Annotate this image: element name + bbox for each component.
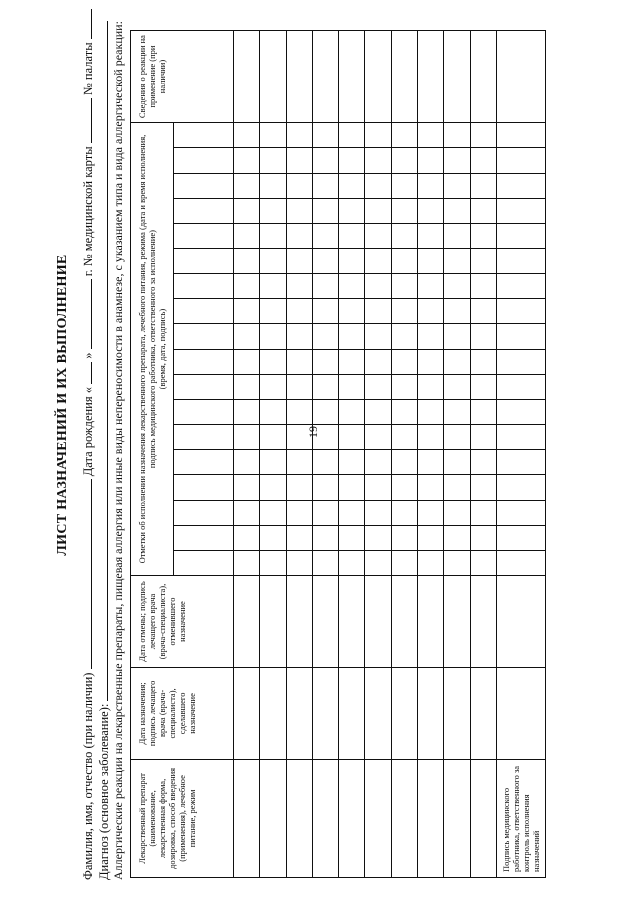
table-cell[interactable] (391, 475, 417, 500)
table-cell[interactable] (444, 198, 470, 223)
table-cell[interactable] (365, 576, 391, 668)
table-cell[interactable] (470, 274, 496, 299)
table-cell[interactable] (444, 525, 470, 550)
table-cell[interactable] (444, 123, 470, 148)
table-cell[interactable] (260, 425, 286, 450)
table-cell[interactable] (470, 249, 496, 274)
table-cell[interactable] (339, 324, 365, 349)
table-cell[interactable] (365, 500, 391, 525)
table-cell[interactable] (444, 349, 470, 374)
table-cell[interactable] (339, 576, 365, 668)
table-cell[interactable] (339, 475, 365, 500)
table-cell[interactable] (260, 223, 286, 248)
table-cell[interactable] (391, 399, 417, 424)
table-cell[interactable] (234, 324, 260, 349)
table-cell[interactable] (286, 324, 312, 349)
table-cell[interactable] (391, 148, 417, 173)
table-cell[interactable] (260, 399, 286, 424)
signature-cell[interactable] (497, 349, 546, 374)
table-cell[interactable] (418, 550, 444, 575)
table-cell[interactable] (286, 299, 312, 324)
table-cell[interactable] (312, 148, 338, 173)
name-field[interactable] (80, 479, 92, 669)
table-cell[interactable] (312, 249, 338, 274)
table-cell[interactable] (391, 525, 417, 550)
patient-info-line (80, 20, 96, 880)
signature-cell[interactable] (497, 576, 546, 668)
table-cell[interactable] (470, 525, 496, 550)
table-cell[interactable] (312, 198, 338, 223)
table-cell[interactable] (339, 450, 365, 475)
table-cell[interactable] (234, 299, 260, 324)
table-cell[interactable] (339, 425, 365, 450)
table-cell[interactable] (470, 475, 496, 500)
table-cell[interactable] (418, 31, 444, 123)
table-cell[interactable] (418, 349, 444, 374)
table-cell[interactable] (312, 274, 338, 299)
table-cell[interactable] (234, 475, 260, 500)
table-cell[interactable] (234, 399, 260, 424)
table-cell[interactable] (365, 550, 391, 575)
signature-cell[interactable] (497, 425, 546, 450)
table-cell[interactable] (339, 31, 365, 123)
table-cell[interactable] (286, 249, 312, 274)
table-cell[interactable] (286, 374, 312, 399)
table-cell[interactable] (470, 450, 496, 475)
table-cell[interactable] (339, 500, 365, 525)
table-cell[interactable] (339, 374, 365, 399)
table-cell[interactable] (260, 576, 286, 668)
table-cell[interactable] (339, 123, 365, 148)
table-cell[interactable] (444, 425, 470, 450)
table-cell[interactable] (286, 198, 312, 223)
table-cell[interactable] (339, 274, 365, 299)
birth-day-field[interactable] (80, 362, 92, 384)
table-cell[interactable] (365, 399, 391, 424)
table-cell[interactable] (365, 31, 391, 123)
control-signature-label: Подпись медицинского работника, ответственного за контроль исполнения назначений (497, 759, 546, 877)
table-cell[interactable] (391, 425, 417, 450)
table-cell[interactable] (260, 148, 286, 173)
diagnosis-field[interactable] (96, 21, 108, 701)
footer-row (497, 31, 546, 878)
table-cell[interactable] (444, 475, 470, 500)
table-cell[interactable] (312, 667, 338, 759)
table-cell[interactable] (339, 759, 365, 877)
table-cell[interactable] (444, 249, 470, 274)
table-cell[interactable] (234, 759, 260, 877)
table-cell[interactable] (418, 198, 444, 223)
table-cell[interactable] (470, 374, 496, 399)
table-cell[interactable] (286, 550, 312, 575)
table-cell[interactable] (286, 667, 312, 759)
table-cell[interactable] (286, 500, 312, 525)
table-cell[interactable] (234, 374, 260, 399)
col-marks-header: Отметки об исполнении назначения лекарственного препарата, лечебного питания, режима (дата и время исполнения, подпись медицинского работника, ответственного за исполнение) (время, дата, подпись) (131, 123, 174, 576)
table-cell[interactable] (339, 399, 365, 424)
table-row (470, 31, 496, 878)
table-cell[interactable] (260, 249, 286, 274)
birth-month-field[interactable] (80, 279, 92, 349)
table-cell[interactable] (391, 198, 417, 223)
table-cell[interactable] (470, 31, 496, 123)
table-cell[interactable] (312, 759, 338, 877)
table-cell[interactable] (418, 274, 444, 299)
table-cell[interactable] (312, 374, 338, 399)
table-cell[interactable] (234, 550, 260, 575)
table-cell[interactable] (312, 31, 338, 123)
table-cell[interactable] (286, 475, 312, 500)
table-cell[interactable] (444, 173, 470, 198)
table-cell[interactable] (470, 223, 496, 248)
ward-label: № палаты (81, 42, 95, 96)
table-cell[interactable] (418, 299, 444, 324)
birth-label: Дата рождения « (81, 387, 95, 477)
signature-cell[interactable] (497, 173, 546, 198)
table-cell[interactable] (234, 198, 260, 223)
table-cell[interactable] (418, 374, 444, 399)
table-cell[interactable] (260, 274, 286, 299)
table-cell[interactable] (312, 223, 338, 248)
table-cell[interactable] (444, 550, 470, 575)
table-cell[interactable] (365, 425, 391, 450)
table-cell[interactable] (234, 31, 260, 123)
table-cell[interactable] (365, 274, 391, 299)
signature-cell[interactable] (497, 374, 546, 399)
signature-cell[interactable] (497, 249, 546, 274)
table-cell[interactable] (339, 223, 365, 248)
table-cell[interactable] (391, 249, 417, 274)
table-body (234, 31, 546, 878)
table-cell[interactable] (365, 450, 391, 475)
table-cell[interactable] (260, 525, 286, 550)
table-cell[interactable] (418, 173, 444, 198)
table-cell[interactable] (418, 500, 444, 525)
table-cell[interactable] (470, 550, 496, 575)
table-cell[interactable] (260, 123, 286, 148)
table-cell[interactable] (418, 223, 444, 248)
signature-cell[interactable] (497, 148, 546, 173)
table-cell[interactable] (286, 425, 312, 450)
table-cell[interactable] (234, 173, 260, 198)
table-cell[interactable] (365, 198, 391, 223)
table-cell[interactable] (444, 324, 470, 349)
signature-cell[interactable] (497, 475, 546, 500)
table-cell[interactable] (391, 759, 417, 877)
table-cell[interactable] (365, 349, 391, 374)
table-cell[interactable] (365, 173, 391, 198)
birth-year-label: г. (81, 269, 95, 277)
signature-cell[interactable] (497, 450, 546, 475)
table-cell[interactable] (286, 123, 312, 148)
table-cell[interactable] (391, 667, 417, 759)
table-cell[interactable] (234, 148, 260, 173)
table-cell[interactable] (339, 198, 365, 223)
card-field[interactable] (80, 98, 92, 143)
prescriptions-table-wrap (130, 30, 546, 878)
table-cell[interactable] (418, 667, 444, 759)
table-cell[interactable] (312, 324, 338, 349)
col-drug-header: Лекарственный препарат (наименование, лекарственная форма, дозировка, способ введения (применения), лечебное питание, режим (131, 759, 234, 877)
table-cell[interactable] (444, 576, 470, 668)
page-number: 19 (306, 426, 320, 438)
table-cell[interactable] (339, 349, 365, 374)
signature-cell[interactable] (497, 525, 546, 550)
table-cell[interactable] (260, 667, 286, 759)
table-cell[interactable] (286, 274, 312, 299)
table-cell[interactable] (444, 148, 470, 173)
table-cell[interactable] (286, 31, 312, 123)
table-cell[interactable] (260, 198, 286, 223)
table-cell[interactable] (470, 576, 496, 668)
col-cancel-header: Дата отмены; подпись лечащего врача (врача-специалиста), отменившего назначение (131, 576, 234, 668)
signature-cell[interactable] (497, 31, 546, 123)
table-cell[interactable] (365, 475, 391, 500)
table-cell[interactable] (365, 249, 391, 274)
table-cell[interactable] (312, 173, 338, 198)
signature-cell[interactable] (497, 500, 546, 525)
table-cell[interactable] (418, 576, 444, 668)
table-cell[interactable] (470, 123, 496, 148)
table-cell[interactable] (234, 425, 260, 450)
signature-cell[interactable] (497, 550, 546, 575)
table-cell[interactable] (286, 148, 312, 173)
table-row (391, 31, 417, 878)
table-cell[interactable] (286, 223, 312, 248)
table-cell[interactable] (365, 299, 391, 324)
table-cell[interactable] (391, 550, 417, 575)
signature-cell[interactable] (497, 123, 546, 148)
table-cell[interactable] (470, 299, 496, 324)
table-row (444, 31, 470, 878)
table-cell[interactable] (444, 31, 470, 123)
table-cell[interactable] (312, 349, 338, 374)
table-row (260, 31, 286, 878)
col-reaction-header: Сведения о реакции на применение (при наличии) (131, 31, 234, 123)
table-cell[interactable] (444, 759, 470, 877)
signature-cell[interactable] (497, 198, 546, 223)
table-cell[interactable] (286, 450, 312, 475)
table-cell[interactable] (234, 576, 260, 668)
col-assign-header: Дата назначения; подпись лечащего врача (врача-специалиста), сделавшего назначение (131, 667, 234, 759)
table-cell[interactable] (365, 374, 391, 399)
table-row (365, 31, 391, 878)
table-row (339, 31, 365, 878)
table-cell[interactable] (339, 525, 365, 550)
ward-field[interactable] (80, 9, 92, 39)
table-cell[interactable] (365, 123, 391, 148)
table-cell[interactable] (418, 475, 444, 500)
table-cell[interactable] (391, 31, 417, 123)
table-cell[interactable] (365, 525, 391, 550)
signature-cell[interactable] (497, 299, 546, 324)
table-cell[interactable] (312, 475, 338, 500)
table-cell[interactable] (444, 299, 470, 324)
table-cell[interactable] (418, 399, 444, 424)
table-cell[interactable] (418, 759, 444, 877)
diagnosis-line (96, 20, 112, 880)
table-cell[interactable] (234, 123, 260, 148)
table-row (234, 31, 260, 878)
sheet-title: ЛИСТ НАЗНАЧЕНИЙ И ИХ ВЫПОЛНЕНИЕ (55, 254, 70, 556)
table-cell[interactable] (260, 450, 286, 475)
table-cell[interactable] (312, 550, 338, 575)
table-cell[interactable] (444, 500, 470, 525)
table-cell[interactable] (470, 759, 496, 877)
diagnosis-label: Диагноз (основное заболевание): (97, 703, 111, 880)
table-cell[interactable] (286, 349, 312, 374)
table-cell[interactable] (234, 667, 260, 759)
table-cell[interactable] (312, 500, 338, 525)
table-cell[interactable] (365, 324, 391, 349)
table-cell[interactable] (234, 450, 260, 475)
table-cell[interactable] (470, 500, 496, 525)
table-cell[interactable] (418, 123, 444, 148)
signature-cell[interactable] (497, 324, 546, 349)
table-cell[interactable] (391, 374, 417, 399)
table-cell[interactable] (418, 450, 444, 475)
table-cell[interactable] (286, 399, 312, 424)
table-cell[interactable] (286, 576, 312, 668)
table-cell[interactable] (418, 148, 444, 173)
table-cell[interactable] (339, 148, 365, 173)
table-cell[interactable] (418, 425, 444, 450)
table-cell[interactable] (418, 525, 444, 550)
table-cell[interactable] (339, 667, 365, 759)
name-label: Фамилия, имя, отчество (при наличии) (81, 672, 95, 880)
card-label: № медицинской карты (81, 146, 95, 267)
table-cell[interactable] (444, 274, 470, 299)
table-cell[interactable] (470, 399, 496, 424)
table-cell[interactable] (391, 450, 417, 475)
table-row (418, 31, 444, 878)
table-cell[interactable] (260, 374, 286, 399)
table-cell[interactable] (312, 123, 338, 148)
table-cell[interactable] (312, 525, 338, 550)
table-row (312, 31, 338, 878)
signature-cell[interactable] (497, 667, 546, 759)
table-cell[interactable] (391, 576, 417, 668)
table-cell[interactable] (312, 450, 338, 475)
table-cell[interactable] (470, 324, 496, 349)
table-cell[interactable] (260, 349, 286, 374)
table-cell[interactable] (444, 667, 470, 759)
signature-cell[interactable] (497, 399, 546, 424)
table-cell[interactable] (470, 667, 496, 759)
table-cell[interactable] (339, 173, 365, 198)
table-cell[interactable] (365, 148, 391, 173)
allergy-line (111, 20, 126, 880)
table-cell[interactable] (339, 550, 365, 575)
table-cell[interactable] (260, 475, 286, 500)
table-cell[interactable] (312, 399, 338, 424)
table-cell[interactable] (391, 349, 417, 374)
table-cell[interactable] (470, 349, 496, 374)
table-cell[interactable] (391, 123, 417, 148)
table-cell[interactable] (286, 173, 312, 198)
table-cell[interactable] (391, 274, 417, 299)
table-cell[interactable] (444, 399, 470, 424)
table-cell[interactable] (444, 374, 470, 399)
table-cell[interactable] (312, 425, 338, 450)
table-cell[interactable] (391, 500, 417, 525)
table-cell[interactable] (234, 274, 260, 299)
table-cell[interactable] (418, 324, 444, 349)
table-row (286, 31, 312, 878)
table-cell[interactable] (286, 759, 312, 877)
table-cell[interactable] (444, 450, 470, 475)
table-cell[interactable] (234, 349, 260, 374)
table-cell[interactable] (339, 249, 365, 274)
table-cell[interactable] (260, 759, 286, 877)
table-cell[interactable] (365, 223, 391, 248)
table-cell[interactable] (444, 223, 470, 248)
signature-cell[interactable] (497, 223, 546, 248)
table-cell[interactable] (391, 299, 417, 324)
table-cell[interactable] (234, 500, 260, 525)
table-cell[interactable] (260, 299, 286, 324)
table-cell[interactable] (234, 223, 260, 248)
table-cell[interactable] (470, 425, 496, 450)
table-cell[interactable] (391, 223, 417, 248)
table-cell[interactable] (339, 299, 365, 324)
table-cell[interactable] (234, 249, 260, 274)
table-cell[interactable] (418, 249, 444, 274)
table-cell[interactable] (365, 759, 391, 877)
table-cell[interactable] (391, 173, 417, 198)
table-cell[interactable] (234, 525, 260, 550)
signature-cell[interactable] (497, 274, 546, 299)
table-cell[interactable] (260, 324, 286, 349)
table-cell[interactable] (470, 173, 496, 198)
table-cell[interactable] (470, 198, 496, 223)
table-cell[interactable] (260, 173, 286, 198)
table-cell[interactable] (470, 148, 496, 173)
table-cell[interactable] (391, 324, 417, 349)
table-cell[interactable] (260, 31, 286, 123)
table-cell[interactable] (312, 299, 338, 324)
allergy-label: Аллергические реакции на лекарственные препараты, пищевая аллергия или иные виды непереносимости в анамнезе, с указанием типа и вида аллергической реакции: (111, 21, 125, 880)
table-cell[interactable] (312, 576, 338, 668)
table-cell[interactable] (286, 525, 312, 550)
birth-mid: » (81, 352, 95, 359)
table-cell[interactable] (365, 667, 391, 759)
prescriptions-table (130, 30, 546, 878)
table-cell[interactable] (260, 550, 286, 575)
table-cell[interactable] (260, 500, 286, 525)
